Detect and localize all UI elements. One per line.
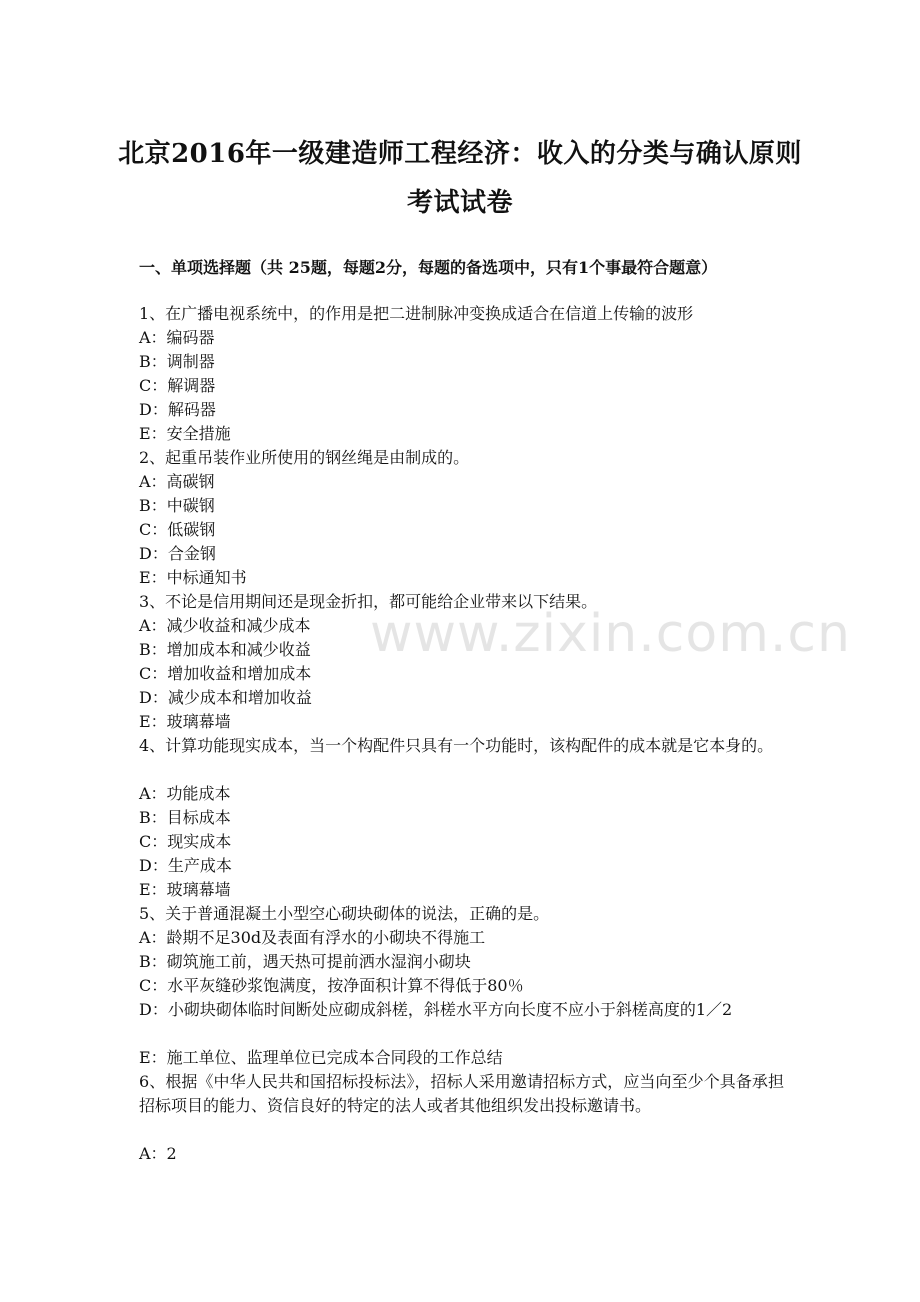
- option-b: B：调制器: [139, 352, 215, 371]
- section-heading: 一、单项选择题（共 25题，每题2分，每题的备选项中，只有1个事最符合题意）: [139, 258, 718, 277]
- option-c: C：低碳钢: [139, 520, 216, 539]
- option-e: E：中标通知书: [139, 568, 247, 587]
- option-d: D：生产成本: [139, 856, 232, 875]
- option-c: C：解调器: [139, 376, 216, 395]
- option-d: D：减少成本和增加收益: [139, 688, 312, 707]
- question-stem: 2、起重吊装作业所使用的钢丝绳是由制成的。: [139, 448, 470, 467]
- option-e: E：玻璃幕墙: [139, 880, 231, 899]
- question-stem: 6、根据《中华人民共和国招标投标法》，招标人采用邀请招标方式，应当向至少个具备承担招标项目的能力、资信良好的特定的法人或者其他组织发出投标邀请书。: [139, 1072, 784, 1115]
- option-a: A：高碳钢: [139, 472, 215, 491]
- option-c: C：增加收益和增加成本: [139, 664, 312, 683]
- document-title: 北京2016年一级建造师工程经济：收入的分类与确认原则: [118, 139, 802, 169]
- option-d: D：合金钢: [139, 544, 216, 563]
- option-a: A：编码器: [139, 328, 215, 347]
- option-d: D：小砌块砌体临时间断处应砌成斜槎，斜槎水平方向长度不应小于斜槎高度的1／2: [139, 1000, 733, 1019]
- option-a: A：2: [139, 1144, 177, 1163]
- watermark: www.zixin.com.cn: [370, 604, 851, 664]
- option-b: B：增加成本和减少收益: [139, 640, 311, 659]
- option-b: B：砌筑施工前，遇天热可提前洒水湿润小砌块: [139, 952, 471, 971]
- question-stem: 1、在广播电视系统中，的作用是把二进制脉冲变换成适合在信道上传输的波形: [139, 304, 694, 323]
- question-stem: 5、关于普通混凝土小型空心砌块砌体的说法，正确的是。: [139, 904, 550, 923]
- document-subtitle: 考试试卷: [406, 188, 513, 218]
- option-e: E：安全措施: [139, 424, 231, 443]
- option-a: A：减少收益和减少成本: [139, 616, 311, 635]
- question-stem: 4、计算功能现实成本，当一个构配件只具有一个功能时，该构配件的成本就是它本身的。: [139, 736, 774, 755]
- option-b: B：目标成本: [139, 808, 231, 827]
- option-c: C：现实成本: [139, 832, 232, 851]
- option-b: B：中碳钢: [139, 496, 215, 515]
- option-d: D：解码器: [139, 400, 216, 419]
- option-a: A：龄期不足30d及表面有浮水的小砌块不得施工: [139, 928, 486, 947]
- question-list: [139, 302, 784, 1166]
- option-e: E：玻璃幕墙: [139, 712, 231, 731]
- question-stem: 3、不论是信用期间还是现金折扣，都可能给企业带来以下结果。: [139, 592, 598, 611]
- option-e: E：施工单位、监理单位已完成本合同段的工作总结: [139, 1048, 503, 1067]
- option-a: A：功能成本: [139, 784, 231, 803]
- option-c: C：水平灰缝砂浆饱满度，按净面积计算不得低于80％: [139, 976, 524, 995]
